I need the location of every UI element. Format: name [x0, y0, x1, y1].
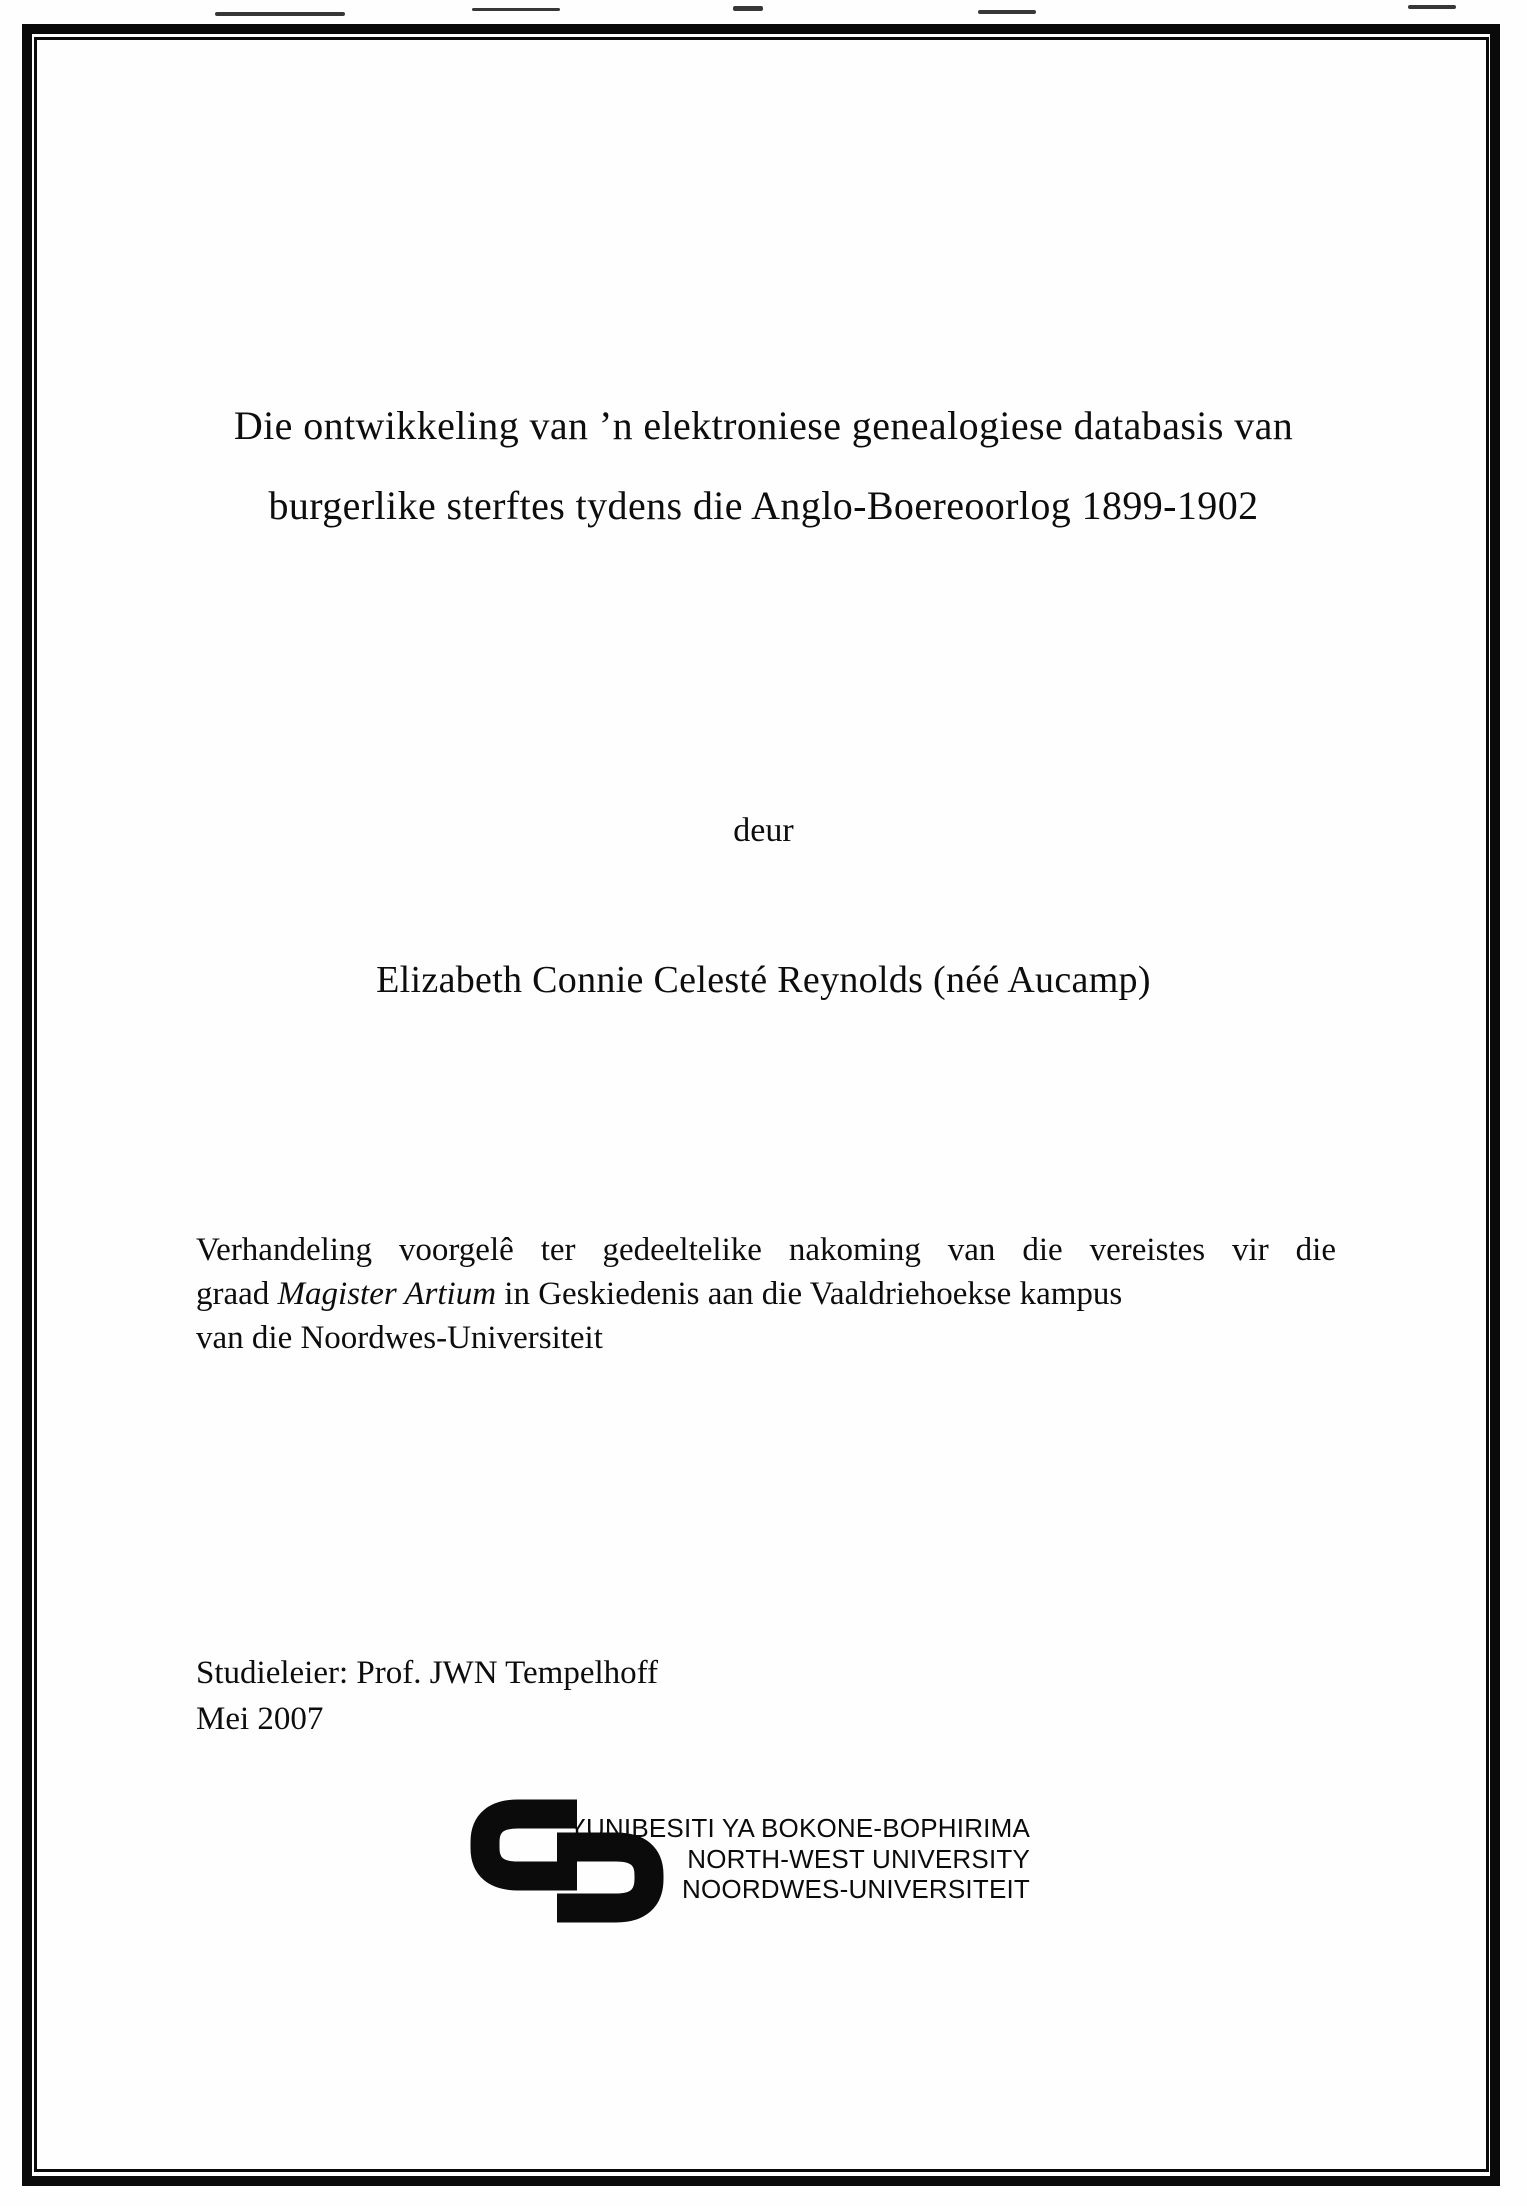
university-logo — [468, 1793, 1030, 1933]
thesis-title-line-2: burgerlike sterftes tydens die Anglo-Boereoorlog 1899-1902 — [268, 483, 1259, 528]
degree-statement — [196, 1228, 1336, 1360]
author-name: Elizabeth Connie Celesté Reynolds (néé Aucamp) — [376, 959, 1151, 1001]
supervisor-line: Studieleier: Prof. JWN Tempelhoff — [196, 1655, 659, 1691]
degree-line-2-post: in Geskiedenis aan die Vaaldriehoekse kampus — [496, 1276, 1123, 1312]
degree-title-italic: Magister Artium — [277, 1276, 497, 1312]
byline-deur: deur — [733, 812, 794, 849]
university-logo-text — [568, 1813, 1030, 1905]
thesis-title-line-1: Die ontwikkeling van ’n elektroniese genealogiese databasis van — [233, 403, 1294, 448]
scan-artifact — [215, 12, 345, 16]
degree-line-2-pre: graad — [196, 1276, 278, 1312]
degree-statement-line-1: Verhandeling voorgelê ter gedeeltelike nakoming van die vereistes vir die — [196, 1232, 1336, 1268]
logo-text-line-setswana: YUNIBESITI YA BOKONE-BOPHIRIMA — [568, 1813, 1030, 1843]
scan-artifact — [1408, 5, 1456, 9]
scan-artifact — [978, 10, 1036, 14]
degree-statement-line-3: van die Noordwes-Universiteit — [196, 1320, 603, 1356]
logo-text-line-english: NORTH-WEST UNIVERSITY — [687, 1843, 1030, 1874]
scan-artifact — [733, 6, 763, 11]
logo-text-line-afrikaans: NOORDWES-UNIVERSITEIT — [682, 1874, 1030, 1904]
thesis-title — [0, 386, 1527, 546]
scan-artifact — [472, 8, 560, 11]
degree-statement-line-2 — [196, 1272, 1336, 1316]
supervisor-and-date — [196, 1650, 658, 1742]
date-line: Mei 2007 — [196, 1701, 324, 1737]
